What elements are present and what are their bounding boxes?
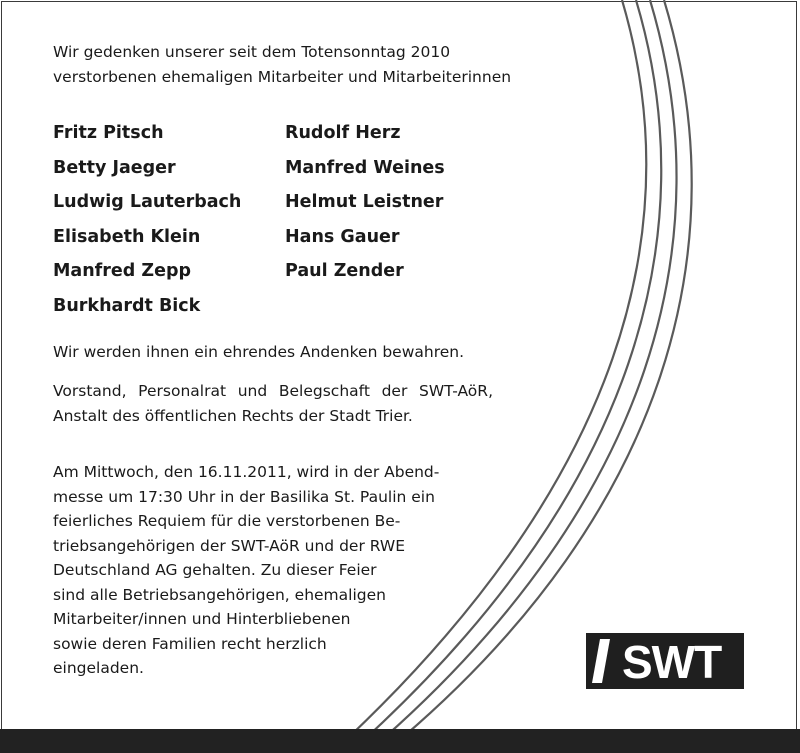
invitation-line: triebsangehörigen der SWT-AöR und der RWE [53,536,406,555]
invitation-line: sowie deren Familien recht herzlich [53,634,327,653]
intro-text [53,40,553,90]
names-column-right [285,116,515,289]
bottom-bar [0,729,800,753]
deceased-name: Rudolf Herz [285,123,401,143]
deceased-name: Manfred Weines [285,157,445,178]
signature-line: Vorstand, Personalrat und Belegschaft der SWT-AöR, [53,382,493,400]
deceased-name: Helmut Leistner [285,192,444,213]
deceased-name: Paul Zender [285,261,404,282]
invitation-line: messe um 17:30 Uhr in der Basilika St. Paulin ein [53,487,435,506]
intro-line: Wir gedenken unserer seit dem Totensonntag 2010 [53,43,451,61]
deceased-name: Fritz Pitsch [53,123,164,143]
invitation-line: Mitarbeiter/innen und Hinterbliebenen [53,610,351,628]
closing-text [53,340,464,365]
swt-logo [586,633,744,689]
invitation-text [53,460,439,681]
deceased-name: Betty Jaeger [53,157,176,178]
logo-slash-icon [586,633,626,689]
deceased-name: Burkhardt Bick [53,295,201,316]
invitation-line: eingeladen. [53,659,144,677]
intro-line: verstorbenen ehemaligen Mitarbeiter und Mitarbeiterinnen [53,68,512,86]
closing-line: Wir werden ihnen ein ehrendes Andenken bewahren. [53,343,465,361]
invitation-line: feierliches Requiem für die verstorbenen Be- [53,512,401,530]
deceased-name: Ludwig Lauterbach [53,192,242,213]
deceased-name: Elisabeth Klein [53,226,201,247]
deceased-name: Hans Gauer [285,226,400,247]
signature-block [53,379,493,428]
signature-line: Anstalt des öffentlichen Rechts der Stadt Trier. [53,406,413,425]
invitation-line: sind alle Betriebsangehörigen, ehemaligen [53,585,386,604]
invitation-line: Deutschland AG gehalten. Zu dieser Feier [53,561,377,579]
deceased-name: Manfred Zepp [53,261,192,282]
names-column-left [53,116,283,324]
invitation-line: Am Mittwoch, den 16.11.2011, wird in der Abend- [53,463,440,481]
logo-text: SWT [622,636,722,688]
